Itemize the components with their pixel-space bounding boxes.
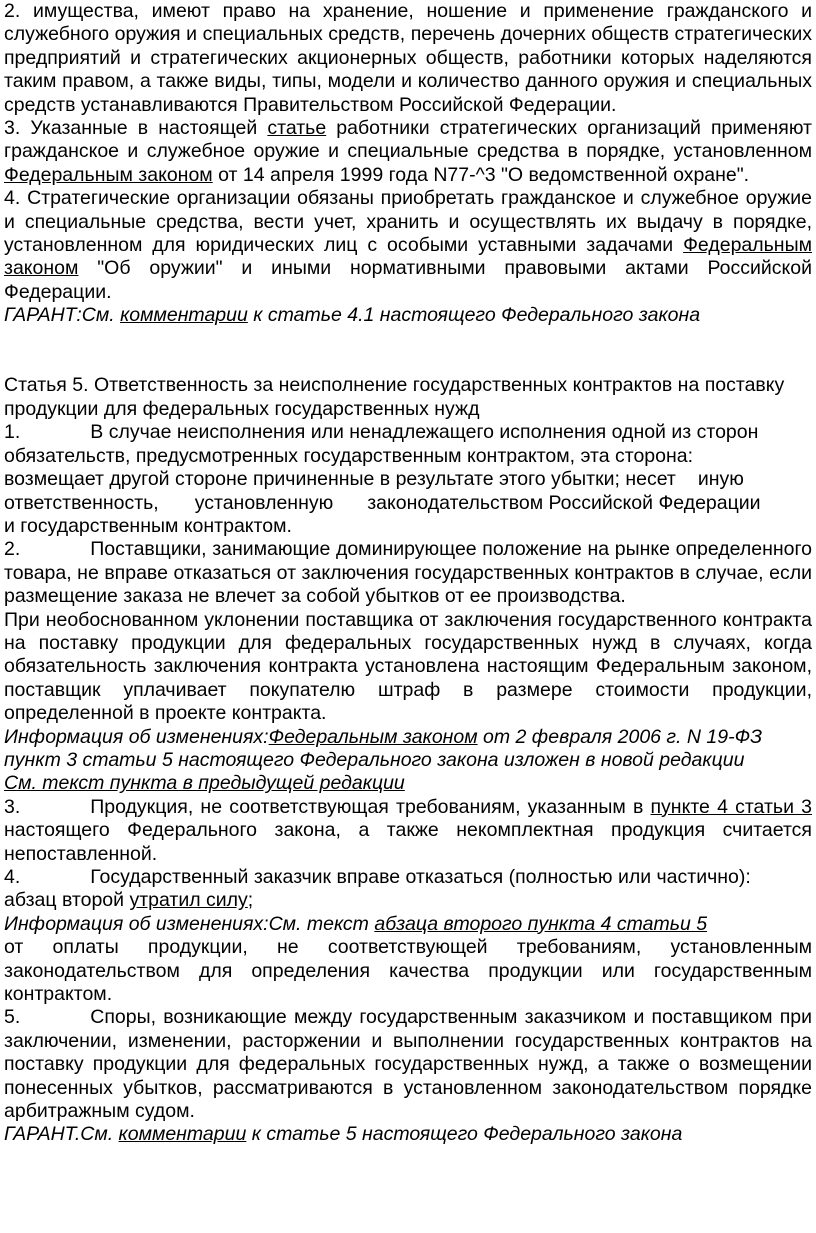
- paragraph-text: Продукция, не соответствующая требованиям, указанным в: [90, 795, 651, 818]
- note-text: ГАРАНТ:См.: [4, 304, 121, 327]
- paragraph-text: В случае неисполнения или ненадлежащего исполнения одной из сторон обязательств, предусмотренных государственным контрактом, эта сторона:: [4, 421, 759, 467]
- change-info-2: [4, 913, 812, 936]
- paragraph-payment-refusal: от оплаты продукции, не соответствующей требованиям, установленным законодательством для определения качества продукции или государственным контрактом.: [4, 936, 812, 1006]
- paragraph-text: 3. Указанные в настоящей: [4, 117, 268, 140]
- item-number: 4.: [4, 866, 21, 889]
- item-number: 3.: [4, 795, 21, 818]
- paragraph-text: абзац второй: [4, 889, 130, 912]
- note-text: Информация об изменениях:См. текст: [4, 912, 375, 935]
- article-3-link[interactable]: пункте 4 статьи 3: [650, 795, 812, 818]
- paragraph-item-2-continued: [4, 0, 812, 117]
- item-4-line-2: [4, 889, 812, 912]
- paragraph-4-link[interactable]: абзаца второго пункта 4 статьи 5: [374, 912, 708, 935]
- item-number: 2.: [4, 538, 21, 561]
- paragraph-text: установленную: [194, 491, 334, 514]
- paragraph-text: законодательством Российской Федерации: [367, 491, 761, 514]
- item-1: [4, 421, 812, 468]
- paragraph-text: ;: [247, 889, 254, 912]
- paragraph-text: 2. имущества, имеют право на хранение, ношение и применение гражданского и служебного оружия и специальных средств, перечень дочерних обществ стратегических предприятий и стратегических акционерных обществ, работники которых наделяются таким правом, а также виды, типы, модели и количество данного оружия и специальных средств устанавливаются Правительством Российской Федерации.: [4, 0, 812, 116]
- paragraph-text: "Об оружии" и иными нормативными правовыми актами Российской Федерации.: [4, 257, 812, 303]
- paragraph-text: Споры, возникающие между государственным заказчиком и поставщиком при заключении, изменении, расторжении и выполнении государственных контрактов на поставку продукции для федеральных государственных нужд, а также о возмещении понесенных убытков, рассматриваются в установленном законодательством порядке арбитражным судом.: [4, 1006, 812, 1123]
- note-text: от 2 февраля 2006 г. N 19-ФЗ пункт 3 статьи 5 настоящего Федерального закона изложен в новой редакции: [4, 725, 763, 771]
- item-number: 5.: [4, 1006, 21, 1029]
- item-5: [4, 1006, 812, 1123]
- previous-edition-link[interactable]: См. текст пункта в предыдущей редакции: [4, 772, 405, 795]
- comments-link[interactable]: комментарии: [118, 1123, 247, 1146]
- item-1-line-3: [4, 492, 812, 515]
- change-info-1: [4, 726, 812, 796]
- garant-note-4-1: [4, 304, 812, 327]
- garant-note-5: [4, 1123, 812, 1146]
- paragraph-text: настоящего Федерального закона, а также некомплектная продукция считается непоставленной.: [4, 819, 812, 865]
- item-number: 1.: [4, 421, 21, 444]
- paragraph-item-4: [4, 187, 812, 304]
- federal-law-link[interactable]: Федеральным законом: [4, 234, 812, 280]
- note-text: ГАРАНТ.См.: [4, 1123, 119, 1146]
- paragraph-text: иную: [697, 468, 744, 491]
- article-link[interactable]: статье: [267, 117, 327, 140]
- federal-law-link[interactable]: Федеральным законом: [268, 725, 478, 748]
- paragraph-text: работники стратегических организаций применяют гражданское и служебное оружие и специальные средства в порядке, установленном: [4, 117, 812, 163]
- document-page: [4, 0, 812, 1147]
- article-5-title: Статья 5. Ответственность за неисполнение государственных контрактов на поставку продукции для федеральных государственных нужд: [4, 374, 785, 420]
- note-text: к статье 4.1 настоящего Федерального закона: [247, 304, 701, 327]
- paragraph-text: 4. Стратегические организации обязаны приобретать гражданское и служебное оружие и специальные средства, вести учет, хранить и осуществлять их выдачу в порядке, установленном для юридических лиц с особыми уставными задачами: [4, 187, 812, 257]
- item-1-line-4: и государственным контрактом.: [4, 514, 292, 537]
- paragraph-text: Государственный заказчик вправе отказаться (полностью или частично):: [90, 866, 751, 889]
- paragraph-unjust-evasion: При необоснованном уклонении поставщика от заключения государственного контракта на поставку продукции для федеральных государственных нужд в случаях, когда обязательность заключения контракта установлена настоящим Федеральным законом, поставщик уплачивает покупателю штраф в размере стоимости продукции, определенной в проекте контракта.: [4, 608, 812, 725]
- lost-force-link[interactable]: утратил силу: [129, 889, 248, 912]
- item-4: [4, 866, 812, 889]
- paragraph-text: ответственность,: [4, 491, 159, 514]
- note-text: к статье 5 настоящего Федерального закона: [246, 1123, 683, 1146]
- paragraph-item-3: [4, 117, 812, 187]
- paragraph-text: от 14 апреля 1999 года N77-^3 "О ведомственной охране".: [212, 163, 750, 186]
- federal-law-link[interactable]: Федеральным законом: [4, 163, 213, 186]
- item-1-line-2: [4, 468, 812, 491]
- item-2: [4, 538, 812, 608]
- spacer: [4, 328, 812, 375]
- paragraph-text: возмещает другой стороне причиненные в результате этого убытки; несет: [4, 468, 676, 491]
- item-3: [4, 796, 812, 866]
- note-text: Информация об изменениях:: [4, 725, 269, 748]
- comments-link[interactable]: комментарии: [120, 304, 248, 327]
- paragraph-text: Поставщики, занимающие доминирующее положение на рынке определенного товара, не вправе отказаться от заключения государственных контрактов в случае, если размещение заказа не влечет за собой убытков от ее производства.: [4, 538, 812, 608]
